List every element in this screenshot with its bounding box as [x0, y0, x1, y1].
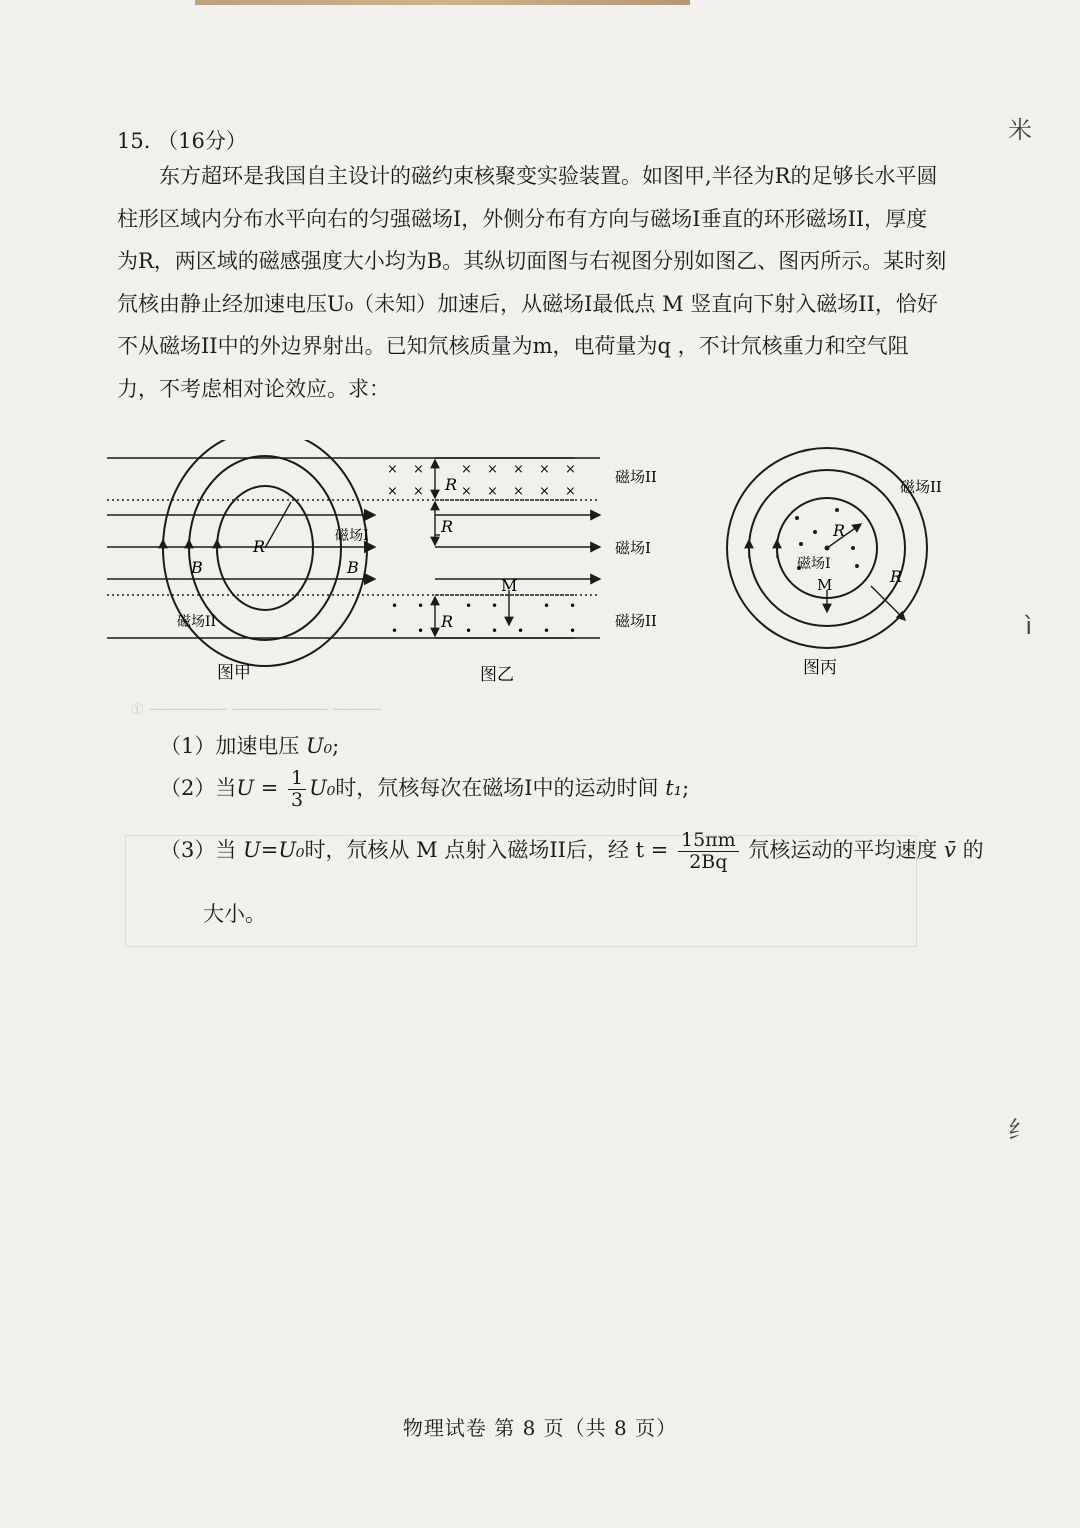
svg-text:×: × [461, 462, 472, 477]
edge-fragment: 纟 [1008, 1116, 1032, 1144]
svg-text:•: • [569, 624, 577, 638]
r-label: R [445, 475, 458, 494]
edge-fragment: ì [1025, 612, 1032, 640]
svg-text:•: • [569, 599, 577, 613]
figure-caption-yi: 图乙 [480, 665, 514, 685]
svg-text:•: • [491, 599, 499, 613]
sub-question-3: （3）当 U=U₀时，氘核从 M 点射入磁场II后，经 t = $\frac{15\pi m}{2Bq}$ 氘核运动的平均速度 v̄ 的 [160, 829, 984, 873]
svg-text:•: • [391, 624, 399, 638]
outer-r-label: R [890, 567, 903, 586]
figure-bing [727, 448, 942, 678]
r-label: R [441, 612, 454, 631]
field1-label: 磁场I [335, 528, 369, 544]
crosses-field2-top [387, 462, 576, 499]
question-number: 15. [117, 129, 151, 153]
svg-text:×: × [487, 462, 498, 477]
fraction: $\frac{15\pi m}{2Bq}$ [678, 830, 739, 873]
thickness-arrow-tail [871, 586, 875, 590]
fraction: $\frac{1}{3}$ [288, 768, 306, 811]
svg-text:×: × [461, 484, 472, 499]
svg-text:•: • [543, 599, 551, 613]
b-label-left: B [191, 558, 203, 577]
field2-bottom-label: 磁场II [615, 612, 657, 630]
svg-text:•: • [491, 624, 499, 638]
question-header [117, 125, 247, 155]
svg-text:•: • [465, 599, 473, 613]
inner-r-label: R [833, 521, 846, 540]
svg-text:•: • [543, 624, 551, 638]
bleed-through-text: ① ──────── ────────── ───── [130, 700, 382, 719]
sub-question-3-cont: 大小。 [203, 902, 266, 926]
svg-text:×: × [565, 484, 576, 499]
svg-text:×: × [387, 462, 398, 477]
radius-line [265, 502, 291, 548]
svg-text:×: × [513, 484, 524, 499]
question-stem: 东方超环是我国自主设计的磁约束核聚变实验装置。如图甲,半径为R的足够长水平圆柱形区域内分布水平向右的匀强磁场I，外侧分布有方向与磁场I垂直的环形磁场II，厚度为R，两区域的磁感强度大小均为B。其纵切面图与右视图分别如图乙、图丙所示。某时刻氘核由静止经加速电压U₀（未知）加速后，从磁场I最低点 M 竖直向下射入磁场II，恰好不从磁场II中的外边界射出。已知氘核质量为m，电荷量为q ，不计氘核重力和空气阻力，不考虑相对论效应。求： [117, 164, 947, 401]
svg-text:×: × [565, 462, 576, 477]
figure-group [95, 440, 975, 690]
svg-text:•: • [465, 624, 473, 638]
page-footer: 物理试卷 第 8 页（共 8 页） [402, 1416, 678, 1440]
svg-text:•: • [517, 624, 525, 638]
svg-text:×: × [413, 462, 424, 477]
radius-label: R [253, 537, 266, 556]
svg-text:×: × [539, 462, 550, 477]
svg-text:•: • [417, 624, 425, 638]
dots-field2-bottom [391, 599, 576, 638]
svg-text:•: • [417, 599, 425, 613]
svg-text:×: × [513, 462, 524, 477]
field2-label: 磁场II [177, 614, 217, 630]
r-label: R [441, 517, 454, 536]
point-m-label: M [817, 576, 833, 594]
point-m-label: M [501, 576, 518, 595]
question-score: （16分） [157, 129, 247, 153]
sub-question-1: （1）加速电压 U₀; [160, 734, 340, 758]
field2-top-label: 磁场II [615, 468, 657, 486]
field2-label: 磁场II [900, 478, 942, 496]
svg-text:•: • [391, 599, 399, 613]
svg-text:×: × [539, 484, 550, 499]
svg-text:×: × [487, 484, 498, 499]
field1-label: 磁场I [615, 539, 651, 557]
figure-yi [387, 458, 657, 685]
top-paper-edge [195, 0, 690, 5]
field1-label: 磁场I [797, 556, 831, 572]
figure-caption-jia: 图甲 [217, 663, 251, 683]
svg-text:×: × [387, 484, 398, 499]
b-label-right: B [347, 558, 359, 577]
figure-caption-bing: 图丙 [803, 658, 837, 678]
figure-jia [107, 440, 575, 683]
svg-text:×: × [413, 484, 424, 499]
edge-fragment: 米 [1008, 116, 1032, 144]
sub-question-2: （2）当U = $\frac{1}{3}$ U₀时，氘核每次在磁场I中的运动时间 t₁; [160, 767, 690, 811]
